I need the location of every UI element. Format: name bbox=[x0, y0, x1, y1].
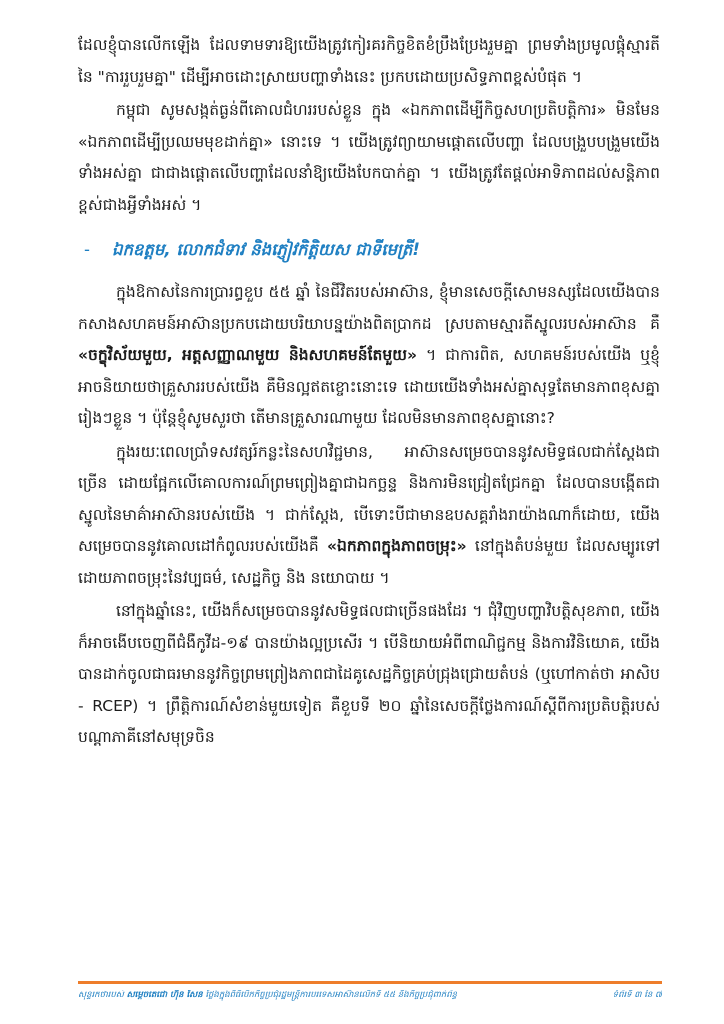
paragraph-3-text-start: ក្នុងឱកាសនៃការប្រារព្ធខួប ៥៥ ឆ្នាំ នៃជីវិតរបស់អាស៊ាន, ខ្ញុំមានសេចក្តីសោមនស្សដែលយើងបានកសាងសហគមន៍អាស៊ានប្រកបដោយបរិយាបន្នយ៉ាងពិតប្រាកដ ស្របតាមស្មារតីស្នូលរបស់អាស៊ាន គឺ bbox=[78, 283, 660, 333]
paragraph-1: ដែលខ្ញុំបានលើកឡើង ដែលទាមទារឱ្យយើងត្រូវកៀរគរកិច្ចខិតខំប្រឹងប្រែងរួមគ្នា ព្រមទាំងប្រមូលផ្តុំស្មារតីនៃ "ការរួបរួមគ្នា" ដើម្បីអាចដោះស្រាយបញ្ហាទាំងនេះ ប្រកបដោយប្រសិទ្ធភាពខ្ពស់បំផុត ។ bbox=[78, 36, 660, 86]
paragraph-4-text-start: ក្នុងរយៈពេលប្រាំទសវត្សរ៍កន្លះនៃសហវិជ្ជមាន, អាស៊ានសម្រេចបាននូវសមិទ្ធផលជាក់ស្តែងជាច្រើន ដោយផ្អែកលើគោលការណ៍ព្រមព្រៀងគ្នាជាឯកច្ឆន្ទ និងការមិនជ្រៀតជ្រែកគ្នា ដែលបានបង្កើតជាស្នូលនៃមាគ៌ាអាស៊ានរបស់យើង ។ ជាក់ស្តែង, បើទោះបីជាមានឧបសគ្គរាំងរាយ៉ាងណាក៏ដោយ, យើងសម្រេចបាននូវគោលដៅកំពូលរបស់យើងគឺ bbox=[78, 442, 660, 555]
paragraph-4 bbox=[78, 437, 660, 595]
page-number: ទំព័រទី ៣ នៃ ៧ bbox=[612, 990, 662, 1000]
heading-text: ឯកឧត្តម, លោកជំទាវ និងភ្ញៀវកិត្តិយស ជាទីមេត្រី! bbox=[111, 240, 420, 259]
footer-divider bbox=[78, 981, 662, 984]
paragraph-3-text-end: ។ ជាការពិត, សហគមន៍របស់យើង ឬខ្ញុំអាចនិយាយថាគ្រួសាររបស់យើង គឺមិនល្អឥតខ្ចោះនោះទេ ដោយយើងទាំងអស់គ្នាសុទ្ធតែមានភាពខុសគ្នារៀងៗខ្លួន ។ ប៉ុន្តែខ្ញុំសូមសួរថា តើមានគ្រួសារណាមួយ ដែលមិនមានភាពខុសគ្នានោះ? bbox=[78, 346, 660, 427]
footer-suffix: ថ្លែងក្នុងពិធីបើកកិច្ចប្រជុំរដ្ឋមន្ត្រីការបរទេសអាស៊ានលើកទី ៥៥ និងកិច្ចប្រជុំពាក់ព័ន្ធ bbox=[202, 990, 457, 1000]
paragraph-3 bbox=[78, 277, 660, 435]
page-footer bbox=[78, 990, 662, 1002]
footer-prefix: សុន្ទរកថារបស់ bbox=[78, 990, 127, 1000]
section-heading bbox=[78, 235, 660, 265]
heading-dash: - bbox=[84, 240, 90, 259]
asean-motto-quote: «ចក្ខុវិស័យមួយ, អត្តសញ្ញាណមួយ និងសហគមន៍តែមួយ» bbox=[78, 346, 417, 364]
document-body bbox=[78, 30, 660, 756]
paragraph-2: កម្ពុជា សូមសង្កត់ធ្ងន់ពីគោលជំហររបស់ខ្លួន ក្នុង «ឯកភាពដើម្បីកិច្ចសហប្រតិបត្តិការ» មិនមែន «ឯកភាពដើម្បីប្រឈមមុខដាក់គ្នា» នោះទេ ។ យើងត្រូវព្យាយាមផ្តោតលើបញ្ហា ដែលបង្រួបបង្រួមយើងទាំងអស់គ្នា ជាជាងផ្តោតលើបញ្ហាដែលនាំឱ្យយើងបែកបាក់គ្នា ។ យើងត្រូវតែផ្តល់អាទិភាពដល់សន្តិភាព ខ្ពស់ជាងអ្វីទាំងអស់ ។ bbox=[78, 101, 660, 214]
unity-in-diversity-quote: «ឯកភាពក្នុងភាពចម្រុះ» bbox=[327, 537, 467, 555]
footer-citation bbox=[78, 990, 457, 1002]
paragraph-5: នៅក្នុងឆ្នាំនេះ, យើងក៏សម្រេចបាននូវសមិទ្ធផលជាច្រើនផងដែរ ។ ជុំវិញបញ្ហាវិបត្តិសុខភាព, យើងក៏អាចងើបចេញពីជំងឺកូវីដ-១៩ បានយ៉ាងល្អប្រសើរ ។ បើនិយាយអំពីពាណិជ្ជកម្ម និងការវិនិយោគ, យើងបានដាក់ចូលជាធរមាននូវកិច្ចព្រមព្រៀងភាពជាដៃគូសេដ្ឋកិច្ចគ្រប់ជ្រុងជ្រោយតំបន់ (ឬហៅកាត់ថា អាសិប - RCEP) ។ ព្រឹត្តិការណ៍សំខាន់មួយទៀត គឺខួបទី ២០ ឆ្នាំនៃសេចក្តីថ្លែងការណ៍ស្តីពីការប្រតិបត្តិរបស់បណ្តាភាគីនៅសមុទ្រចិន bbox=[78, 602, 660, 746]
paragraph-4-text-end: នៅក្នុងតំបន់មួយ ដែលសម្បូរទៅដោយភាពចម្រុះនៃវប្បធម៌, សេដ្ឋកិច្ច និង នយោបាយ ។ bbox=[78, 537, 660, 587]
footer-speaker: សម្តេចតេជោ ហ៊ុន សែន bbox=[126, 990, 203, 1000]
